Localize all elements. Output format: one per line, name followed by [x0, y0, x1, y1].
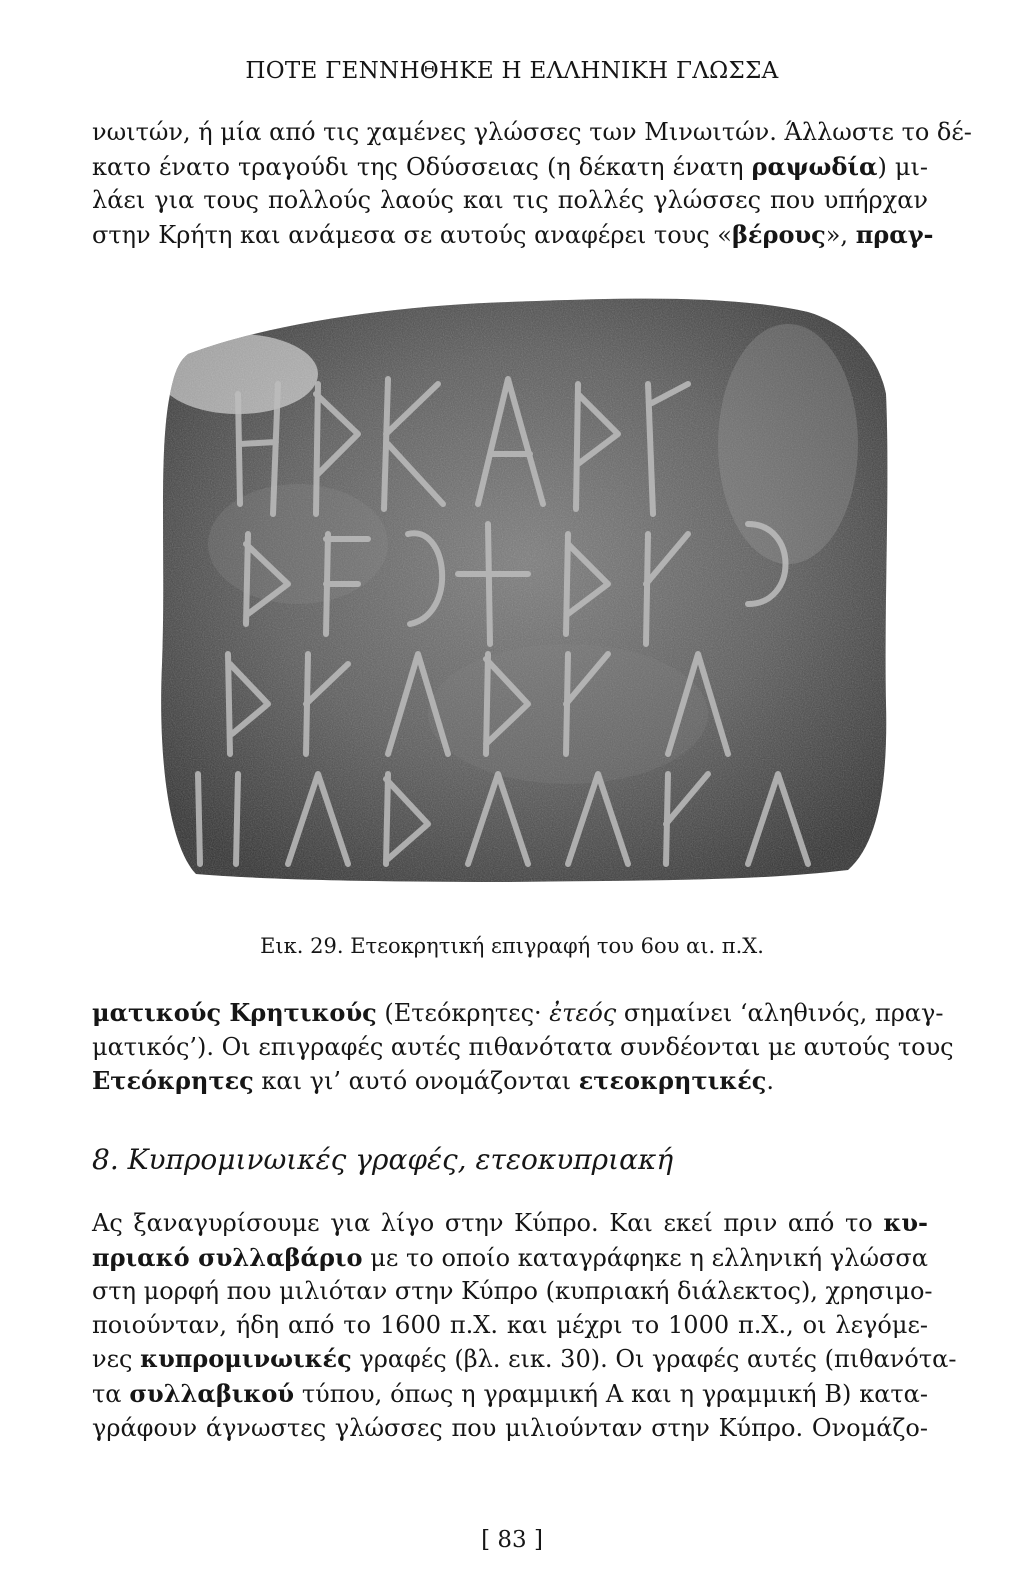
bold-term: ετεοκρητικές — [578, 1066, 767, 1096]
page-number: [ 83 ] — [481, 1527, 543, 1553]
paragraph-line: πριακό συλλαβάριο με το οποίο καταγράφηκε η ελληνική γλώσσα — [92, 1242, 929, 1272]
bold-term: κυπρομινωικές — [140, 1344, 352, 1374]
paragraph-line: νωιτών, ή μία από τις χαμένες γλώσσες των Μινωιτών. Άλλωστε το δέ- — [92, 118, 972, 146]
paragraph-line: λάει για τους πολλούς λαούς και τις πολλές γλώσσες που υπήρχαν — [92, 186, 928, 215]
bold-term: Ετεόκρητες — [92, 1066, 254, 1096]
bold-term: βέρους — [731, 219, 826, 249]
inscription-photo — [148, 284, 892, 884]
paragraph-line: γράφουν άγνωστες γλώσσες που μιλιούνταν στην Κύπρο. Ονομάζο- — [92, 1413, 928, 1442]
bold-term: κυ- — [883, 1208, 928, 1237]
paragraph-line: ποιούνταν, ήδη από το 1600 π.Χ. και μέχρι το 1000 π.Χ., οι λεγόμε- — [92, 1310, 928, 1339]
stone-slab-illustration — [148, 284, 892, 884]
section-heading: 8. Κυπρομινωικές γραφές, ετεοκυπριακή — [92, 1143, 674, 1176]
bold-term: πραγ- — [855, 219, 934, 249]
paragraph-2 — [92, 996, 954, 1099]
running-head: ΠΟΤΕ ΓΕΝΝΗΘΗΚΕ Η ΕΛΛΗΝΙΚΗ ΓΛΩΣΣΑ — [245, 58, 779, 84]
bold-term: ματικούς Κρητικούς — [92, 998, 377, 1027]
paragraph-line: νες κυπρομινωικές γραφές (βλ. εικ. 30). Οι γραφές αυτές (πιθανότα- — [92, 1344, 957, 1374]
italic-term: ἐτεός — [549, 999, 617, 1027]
paragraph-line: στη μορφή που μιλιόταν στην Κύπρο (κυπριακή διάλεκτος), χρησιμο- — [92, 1277, 933, 1306]
paragraph-line: στην Κρήτη και ανάμεσα σε αυτούς αναφέρει τους «βέρους», πραγ- — [92, 219, 934, 249]
paragraph-line: ματικός’). Οι επιγραφές αυτές πιθανότατα συνδέονται με αυτούς τους — [92, 1032, 954, 1061]
paragraph-line: τα συλλαβικού τύπου, όπως η γραμμική Α και η γραμμική Β) κατα- — [92, 1378, 928, 1408]
paragraph-line: Ας ξαναγυρίσουμε για λίγο στην Κύπρο. Και εκεί πριν από το κυ- — [92, 1208, 928, 1237]
bold-term: συλλαβικού — [129, 1378, 295, 1408]
bold-term: ραψωδία — [751, 151, 878, 181]
bold-term: πριακό συλλαβάριο — [92, 1242, 363, 1272]
paragraph-line: κατο ένατο τραγούδι της Οδύσσειας (η δέκατη ένατη ραψωδία) μι- — [92, 151, 929, 181]
paragraph-3 — [92, 1206, 957, 1445]
figure-caption: Εικ. 29. Ετεοκρητική επιγραφή του 6ου αι. π.Χ. — [260, 934, 764, 958]
paragraph-line: ματικούς Κρητικούς (Ετεόκρητες· ἐτεός σημαίνει ‘αληθινός, πραγ- — [92, 998, 944, 1027]
paragraph-1 — [92, 116, 972, 252]
paragraph-line: Ετεόκρητες και γι’ αυτό ονομάζονται ετεοκρητικές. — [92, 1066, 775, 1096]
